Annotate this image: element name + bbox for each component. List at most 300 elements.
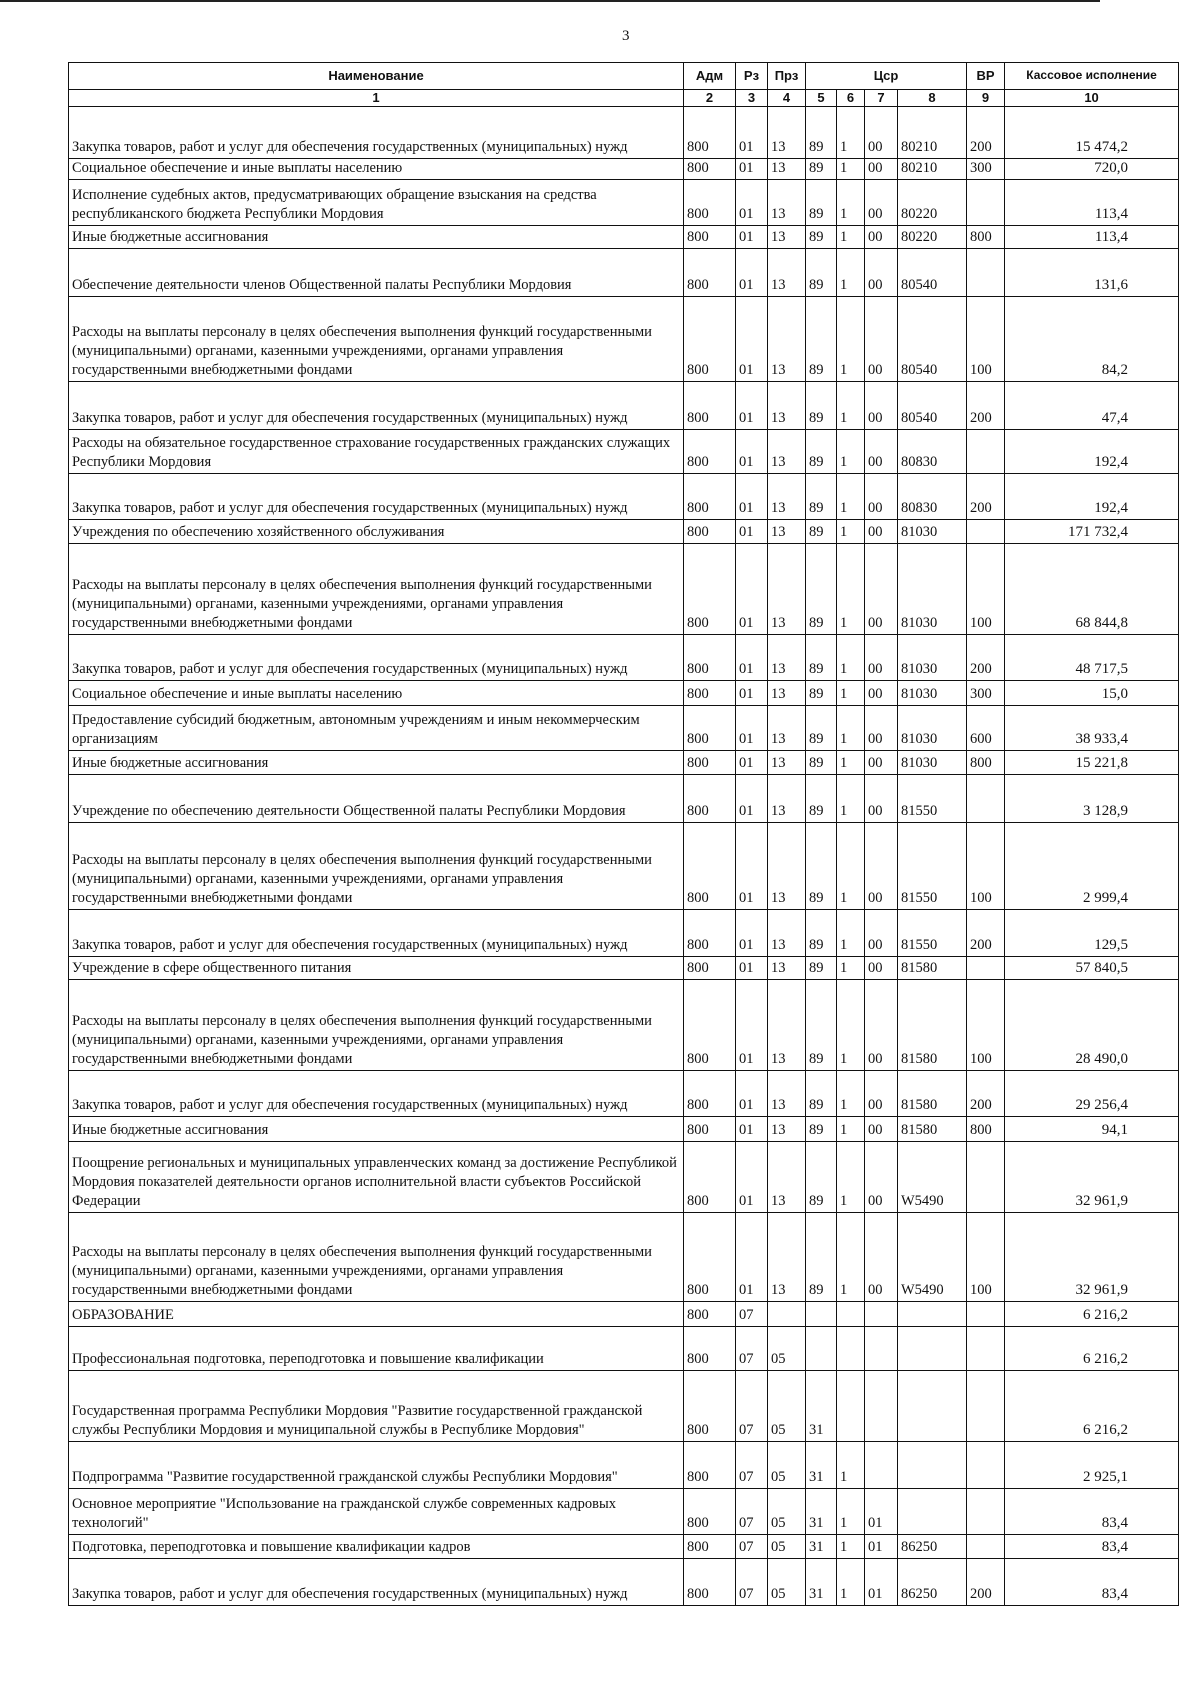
row-amount: 32 961,9 xyxy=(1005,1213,1179,1302)
row-csr-5: 89 xyxy=(806,751,837,775)
row-amount: 28 490,0 xyxy=(1005,980,1179,1071)
column-number: 8 xyxy=(898,90,967,107)
table-row xyxy=(69,980,1179,1071)
row-vr: 100 xyxy=(967,823,1005,910)
row-amount: 6 216,2 xyxy=(1005,1327,1179,1371)
row-csr-7: 00 xyxy=(865,180,898,226)
row-csr-8: W5490 xyxy=(898,1142,967,1213)
header-rz: Рз xyxy=(736,63,768,90)
row-adm: 800 xyxy=(684,910,736,957)
column-number: 10 xyxy=(1005,90,1179,107)
row-rz: 01 xyxy=(736,681,768,706)
row-amount: 720,0 xyxy=(1005,159,1179,180)
row-csr-8: 80210 xyxy=(898,159,967,180)
row-vr xyxy=(967,1302,1005,1327)
row-csr-6: 1 xyxy=(837,226,865,249)
table-row xyxy=(69,706,1179,751)
header-row xyxy=(69,63,1179,90)
row-prz: 13 xyxy=(768,681,806,706)
row-vr: 200 xyxy=(967,1071,1005,1117)
row-name: Профессиональная подготовка, переподготовка и повышение квалификации xyxy=(69,1327,684,1371)
row-csr-5: 89 xyxy=(806,957,837,980)
row-adm: 800 xyxy=(684,249,736,297)
row-rz: 07 xyxy=(736,1302,768,1327)
row-csr-6 xyxy=(837,1302,865,1327)
row-prz: 05 xyxy=(768,1559,806,1606)
row-rz: 07 xyxy=(736,1489,768,1535)
row-csr-8 xyxy=(898,1302,967,1327)
row-adm: 800 xyxy=(684,107,736,159)
row-amount: 29 256,4 xyxy=(1005,1071,1179,1117)
row-csr-7: 00 xyxy=(865,910,898,957)
row-name: Учреждение в сфере общественного питания xyxy=(69,957,684,980)
row-amount: 3 128,9 xyxy=(1005,775,1179,823)
row-vr: 100 xyxy=(967,980,1005,1071)
row-csr-7: 00 xyxy=(865,1071,898,1117)
row-adm: 800 xyxy=(684,751,736,775)
row-csr-6: 1 xyxy=(837,1489,865,1535)
row-rz: 01 xyxy=(736,957,768,980)
row-amount: 84,2 xyxy=(1005,297,1179,382)
row-vr: 100 xyxy=(967,297,1005,382)
row-adm: 800 xyxy=(684,1213,736,1302)
row-rz: 01 xyxy=(736,980,768,1071)
row-vr: 800 xyxy=(967,751,1005,775)
row-adm: 800 xyxy=(684,980,736,1071)
row-csr-5: 89 xyxy=(806,474,837,520)
row-rz: 01 xyxy=(736,107,768,159)
row-csr-6: 1 xyxy=(837,474,865,520)
row-prz: 13 xyxy=(768,226,806,249)
row-vr: 200 xyxy=(967,1559,1005,1606)
table-row xyxy=(69,910,1179,957)
row-csr-5: 89 xyxy=(806,180,837,226)
row-adm: 800 xyxy=(684,1327,736,1371)
row-csr-8: 80830 xyxy=(898,474,967,520)
row-csr-5 xyxy=(806,1302,837,1327)
row-amount: 47,4 xyxy=(1005,382,1179,430)
row-csr-5: 89 xyxy=(806,910,837,957)
page-number: 3 xyxy=(622,28,630,44)
row-name: Расходы на выплаты персоналу в целях обеспечения выполнения функций государственными (муниципальными) органами, казенными учреждениями, органами управления государственными внебюджетными фондами xyxy=(69,1213,684,1302)
row-prz: 13 xyxy=(768,107,806,159)
row-csr-7: 00 xyxy=(865,980,898,1071)
row-rz: 01 xyxy=(736,775,768,823)
row-name: ОБРАЗОВАНИЕ xyxy=(69,1302,684,1327)
row-adm: 800 xyxy=(684,1442,736,1489)
row-amount: 192,4 xyxy=(1005,474,1179,520)
row-csr-6: 1 xyxy=(837,180,865,226)
row-rz: 01 xyxy=(736,1142,768,1213)
row-name: Учреждение по обеспечению деятельности Общественной палаты Республики Мордовия xyxy=(69,775,684,823)
table-row xyxy=(69,775,1179,823)
column-number: 3 xyxy=(736,90,768,107)
row-rz: 01 xyxy=(736,249,768,297)
row-csr-7 xyxy=(865,1327,898,1371)
row-name: Расходы на обязательное государственное страхование государственных гражданских служащих Республики Мордовия xyxy=(69,430,684,474)
table-body xyxy=(69,107,1179,1606)
table-row xyxy=(69,474,1179,520)
row-csr-6 xyxy=(837,1371,865,1442)
row-prz: 13 xyxy=(768,544,806,635)
row-csr-5: 89 xyxy=(806,1117,837,1142)
row-rz: 01 xyxy=(736,226,768,249)
row-csr-7: 00 xyxy=(865,520,898,544)
row-csr-5: 89 xyxy=(806,249,837,297)
table-row xyxy=(69,1535,1179,1559)
row-name: Предоставление субсидий бюджетным, автономным учреждениям и иным некоммерческим организациям xyxy=(69,706,684,751)
row-rz: 07 xyxy=(736,1327,768,1371)
header-csr: Цср xyxy=(806,63,967,90)
column-number: 2 xyxy=(684,90,736,107)
row-csr-8: 80210 xyxy=(898,107,967,159)
row-csr-7 xyxy=(865,1371,898,1442)
row-csr-5: 89 xyxy=(806,980,837,1071)
table-row xyxy=(69,1071,1179,1117)
row-prz: 13 xyxy=(768,520,806,544)
row-name: Расходы на выплаты персоналу в целях обеспечения выполнения функций государственными (муниципальными) органами, казенными учреждениями, органами управления государственными внебюджетными фондами xyxy=(69,544,684,635)
row-amount: 83,4 xyxy=(1005,1489,1179,1535)
table-row xyxy=(69,107,1179,159)
row-csr-8: 80220 xyxy=(898,226,967,249)
row-prz: 13 xyxy=(768,159,806,180)
row-name: Закупка товаров, работ и услуг для обеспечения государственных (муниципальных) нужд xyxy=(69,474,684,520)
row-amount: 57 840,5 xyxy=(1005,957,1179,980)
row-vr xyxy=(967,1142,1005,1213)
row-amount: 192,4 xyxy=(1005,430,1179,474)
row-csr-5: 89 xyxy=(806,1142,837,1213)
row-csr-8: 81030 xyxy=(898,751,967,775)
row-csr-7: 00 xyxy=(865,1142,898,1213)
row-amount: 129,5 xyxy=(1005,910,1179,957)
row-name: Закупка товаров, работ и услуг для обеспечения государственных (муниципальных) нужд xyxy=(69,910,684,957)
row-amount: 131,6 xyxy=(1005,249,1179,297)
row-vr: 800 xyxy=(967,226,1005,249)
table-row xyxy=(69,297,1179,382)
row-vr xyxy=(967,520,1005,544)
row-amount: 48 717,5 xyxy=(1005,635,1179,681)
row-csr-7: 01 xyxy=(865,1535,898,1559)
table-row xyxy=(69,180,1179,226)
row-csr-5: 89 xyxy=(806,544,837,635)
table-row xyxy=(69,430,1179,474)
row-amount: 15 221,8 xyxy=(1005,751,1179,775)
row-prz: 13 xyxy=(768,297,806,382)
row-csr-8: 81030 xyxy=(898,681,967,706)
row-csr-8: 80540 xyxy=(898,249,967,297)
row-vr xyxy=(967,775,1005,823)
row-adm: 800 xyxy=(684,1535,736,1559)
row-name: Социальное обеспечение и иные выплаты населению xyxy=(69,159,684,180)
row-adm: 800 xyxy=(684,706,736,751)
row-csr-5: 89 xyxy=(806,159,837,180)
row-name: Расходы на выплаты персоналу в целях обеспечения выполнения функций государственными (муниципальными) органами, казенными учреждениями, органами управления государственными внебюджетными фондами xyxy=(69,823,684,910)
header-amount: Кассовое исполнение xyxy=(1005,63,1179,90)
row-rz: 07 xyxy=(736,1442,768,1489)
row-vr: 100 xyxy=(967,544,1005,635)
row-name: Учреждения по обеспечению хозяйственного обслуживания xyxy=(69,520,684,544)
row-csr-5: 89 xyxy=(806,297,837,382)
row-vr: 100 xyxy=(967,1213,1005,1302)
row-csr-8: 81030 xyxy=(898,706,967,751)
row-adm: 800 xyxy=(684,520,736,544)
row-name: Закупка товаров, работ и услуг для обеспечения государственных (муниципальных) нужд xyxy=(69,107,684,159)
table-row xyxy=(69,1142,1179,1213)
row-prz: 05 xyxy=(768,1442,806,1489)
row-csr-5: 89 xyxy=(806,430,837,474)
row-prz: 05 xyxy=(768,1489,806,1535)
row-prz: 13 xyxy=(768,1142,806,1213)
row-rz: 01 xyxy=(736,430,768,474)
row-adm: 800 xyxy=(684,430,736,474)
row-csr-7 xyxy=(865,1442,898,1489)
row-name: Иные бюджетные ассигнования xyxy=(69,226,684,249)
row-rz: 01 xyxy=(736,382,768,430)
row-adm: 800 xyxy=(684,159,736,180)
row-prz: 05 xyxy=(768,1535,806,1559)
column-number-row xyxy=(69,90,1179,107)
row-csr-8 xyxy=(898,1442,967,1489)
row-csr-8: 81550 xyxy=(898,910,967,957)
table-row xyxy=(69,1371,1179,1442)
row-csr-8: 86250 xyxy=(898,1559,967,1606)
row-vr: 200 xyxy=(967,107,1005,159)
row-csr-6: 1 xyxy=(837,1213,865,1302)
row-rz: 07 xyxy=(736,1535,768,1559)
row-adm: 800 xyxy=(684,474,736,520)
row-csr-7: 00 xyxy=(865,430,898,474)
row-csr-6: 1 xyxy=(837,681,865,706)
row-name: Иные бюджетные ассигнования xyxy=(69,1117,684,1142)
row-csr-7: 00 xyxy=(865,159,898,180)
row-csr-8: 80540 xyxy=(898,297,967,382)
table-row xyxy=(69,1327,1179,1371)
row-csr-6: 1 xyxy=(837,1142,865,1213)
row-amount: 2 925,1 xyxy=(1005,1442,1179,1489)
row-vr: 800 xyxy=(967,1117,1005,1142)
column-number: 7 xyxy=(865,90,898,107)
row-csr-5: 89 xyxy=(806,1071,837,1117)
row-vr: 300 xyxy=(967,159,1005,180)
row-prz: 13 xyxy=(768,823,806,910)
row-csr-6: 1 xyxy=(837,544,865,635)
row-csr-7 xyxy=(865,1302,898,1327)
row-rz: 01 xyxy=(736,474,768,520)
row-csr-8: 81030 xyxy=(898,635,967,681)
row-csr-5: 89 xyxy=(806,775,837,823)
row-csr-8 xyxy=(898,1371,967,1442)
row-name: Иные бюджетные ассигнования xyxy=(69,751,684,775)
row-csr-8 xyxy=(898,1327,967,1371)
row-vr xyxy=(967,1442,1005,1489)
row-adm: 800 xyxy=(684,1071,736,1117)
row-rz: 01 xyxy=(736,544,768,635)
row-csr-6: 1 xyxy=(837,751,865,775)
row-vr xyxy=(967,1489,1005,1535)
row-prz: 13 xyxy=(768,635,806,681)
row-rz: 01 xyxy=(736,1071,768,1117)
row-csr-7: 00 xyxy=(865,751,898,775)
row-csr-7: 00 xyxy=(865,823,898,910)
column-number: 5 xyxy=(806,90,837,107)
table-row xyxy=(69,751,1179,775)
row-csr-8: 81580 xyxy=(898,1117,967,1142)
row-csr-6: 1 xyxy=(837,1442,865,1489)
row-prz: 13 xyxy=(768,1071,806,1117)
row-csr-6: 1 xyxy=(837,520,865,544)
row-csr-7: 00 xyxy=(865,681,898,706)
row-vr: 200 xyxy=(967,635,1005,681)
table-row xyxy=(69,249,1179,297)
row-rz: 01 xyxy=(736,751,768,775)
row-adm: 800 xyxy=(684,1489,736,1535)
row-prz: 13 xyxy=(768,180,806,226)
row-vr: 600 xyxy=(967,706,1005,751)
row-amount: 94,1 xyxy=(1005,1117,1179,1142)
column-number: 9 xyxy=(967,90,1005,107)
row-amount: 113,4 xyxy=(1005,180,1179,226)
table-row xyxy=(69,159,1179,180)
row-amount: 15,0 xyxy=(1005,681,1179,706)
row-csr-6: 1 xyxy=(837,910,865,957)
column-number: 4 xyxy=(768,90,806,107)
row-csr-6: 1 xyxy=(837,297,865,382)
row-rz: 01 xyxy=(736,297,768,382)
row-prz: 13 xyxy=(768,1117,806,1142)
row-rz: 01 xyxy=(736,823,768,910)
row-adm: 800 xyxy=(684,823,736,910)
header-name: Наименование xyxy=(69,63,684,90)
row-csr-5: 89 xyxy=(806,382,837,430)
row-adm: 800 xyxy=(684,1302,736,1327)
row-prz: 13 xyxy=(768,706,806,751)
row-csr-8: 81550 xyxy=(898,775,967,823)
row-csr-5: 31 xyxy=(806,1442,837,1489)
row-rz: 01 xyxy=(736,180,768,226)
row-csr-5: 89 xyxy=(806,823,837,910)
row-csr-6: 1 xyxy=(837,382,865,430)
row-csr-6 xyxy=(837,1327,865,1371)
row-csr-7: 00 xyxy=(865,706,898,751)
row-adm: 800 xyxy=(684,382,736,430)
row-amount: 2 999,4 xyxy=(1005,823,1179,910)
table-row xyxy=(69,823,1179,910)
row-csr-8: 81030 xyxy=(898,544,967,635)
table-row xyxy=(69,1213,1179,1302)
row-csr-6: 1 xyxy=(837,107,865,159)
row-rz: 01 xyxy=(736,1117,768,1142)
row-csr-6: 1 xyxy=(837,980,865,1071)
table-row xyxy=(69,1117,1179,1142)
row-amount: 38 933,4 xyxy=(1005,706,1179,751)
row-rz: 01 xyxy=(736,910,768,957)
row-csr-5: 89 xyxy=(806,706,837,751)
row-vr xyxy=(967,180,1005,226)
row-amount: 32 961,9 xyxy=(1005,1142,1179,1213)
row-prz: 13 xyxy=(768,980,806,1071)
row-amount: 6 216,2 xyxy=(1005,1302,1179,1327)
row-name: Закупка товаров, работ и услуг для обеспечения государственных (муниципальных) нужд xyxy=(69,382,684,430)
row-prz: 13 xyxy=(768,249,806,297)
row-csr-7: 00 xyxy=(865,107,898,159)
row-csr-8: 81580 xyxy=(898,957,967,980)
row-csr-8: 81580 xyxy=(898,1071,967,1117)
row-adm: 800 xyxy=(684,226,736,249)
table-row xyxy=(69,1302,1179,1327)
row-csr-8: 81580 xyxy=(898,980,967,1071)
row-rz: 01 xyxy=(736,1213,768,1302)
row-vr xyxy=(967,430,1005,474)
row-csr-7: 00 xyxy=(865,382,898,430)
row-csr-8: 80830 xyxy=(898,430,967,474)
row-csr-5: 31 xyxy=(806,1535,837,1559)
row-name: Закупка товаров, работ и услуг для обеспечения государственных (муниципальных) нужд xyxy=(69,1559,684,1606)
row-csr-8: W5490 xyxy=(898,1213,967,1302)
row-vr: 200 xyxy=(967,474,1005,520)
column-number: 1 xyxy=(69,90,684,107)
row-rz: 07 xyxy=(736,1371,768,1442)
row-prz: 13 xyxy=(768,957,806,980)
row-name: Исполнение судебных актов, предусматривающих обращение взыскания на средства республиканского бюджета Республики Мордовия xyxy=(69,180,684,226)
row-csr-5: 89 xyxy=(806,520,837,544)
row-vr xyxy=(967,1535,1005,1559)
row-amount: 68 844,8 xyxy=(1005,544,1179,635)
header-adm: Адм xyxy=(684,63,736,90)
row-amount: 6 216,2 xyxy=(1005,1371,1179,1442)
row-adm: 800 xyxy=(684,635,736,681)
table-row xyxy=(69,957,1179,980)
row-csr-6: 1 xyxy=(837,775,865,823)
row-csr-5: 89 xyxy=(806,226,837,249)
row-adm: 800 xyxy=(684,1371,736,1442)
row-csr-7: 00 xyxy=(865,297,898,382)
row-csr-6: 1 xyxy=(837,706,865,751)
row-csr-6: 1 xyxy=(837,1535,865,1559)
row-prz: 13 xyxy=(768,1213,806,1302)
row-csr-7: 01 xyxy=(865,1489,898,1535)
row-csr-7: 00 xyxy=(865,1117,898,1142)
row-csr-6: 1 xyxy=(837,430,865,474)
row-csr-7: 00 xyxy=(865,226,898,249)
row-name: Основное мероприятие "Использование на гражданской службе современных кадровых технологий" xyxy=(69,1489,684,1535)
row-rz: 07 xyxy=(736,1559,768,1606)
header-prz: Прз xyxy=(768,63,806,90)
row-csr-7: 00 xyxy=(865,635,898,681)
row-name: Закупка товаров, работ и услуг для обеспечения государственных (муниципальных) нужд xyxy=(69,1071,684,1117)
row-csr-6: 1 xyxy=(837,635,865,681)
row-amount: 113,4 xyxy=(1005,226,1179,249)
row-name: Социальное обеспечение и иные выплаты населению xyxy=(69,681,684,706)
row-csr-6: 1 xyxy=(837,823,865,910)
row-csr-5: 89 xyxy=(806,1213,837,1302)
budget-execution-table xyxy=(68,62,1179,1606)
row-prz: 05 xyxy=(768,1327,806,1371)
table-row xyxy=(69,520,1179,544)
row-prz: 13 xyxy=(768,910,806,957)
row-adm: 800 xyxy=(684,1117,736,1142)
row-vr: 300 xyxy=(967,681,1005,706)
table-row xyxy=(69,1559,1179,1606)
table-row xyxy=(69,1489,1179,1535)
row-csr-7: 01 xyxy=(865,1559,898,1606)
row-vr xyxy=(967,1371,1005,1442)
row-amount: 83,4 xyxy=(1005,1535,1179,1559)
row-csr-7: 00 xyxy=(865,249,898,297)
row-vr xyxy=(967,1327,1005,1371)
row-csr-5: 31 xyxy=(806,1559,837,1606)
row-rz: 01 xyxy=(736,520,768,544)
row-csr-5: 31 xyxy=(806,1371,837,1442)
